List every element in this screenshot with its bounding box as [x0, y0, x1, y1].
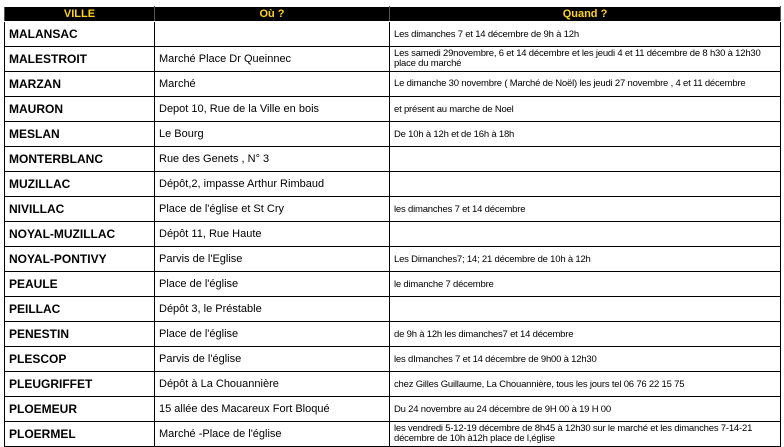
- cell-ville[interactable]: PEAULE: [5, 272, 155, 297]
- cell-ou[interactable]: Depot 10, Rue de la Ville en bois: [155, 97, 390, 122]
- cell-quand[interactable]: [390, 172, 781, 197]
- cell-quand-text: Les samedi 29novembre, 6 et 14 décembre et les jeudi 4 et 11 décembre de 8 h30 à 12h30 place du marché: [394, 49, 761, 69]
- cell-ville[interactable]: MALANSAC: [5, 22, 155, 47]
- cell-quand[interactable]: Les Dimanches7; 14; 21 décembre de 10h à 12h: [390, 247, 781, 272]
- table-row: [5, 122, 781, 147]
- cell-quand[interactable]: De 10h à 12h et de 16h à 18h: [390, 122, 781, 147]
- cell-ville[interactable]: MARZAN: [5, 72, 155, 97]
- cell-ville[interactable]: NIVILLAC: [5, 197, 155, 222]
- cell-quand[interactable]: Du 24 novembre au 24 décembre de 9H 00 à 19 H 00: [390, 397, 781, 422]
- table-row: [5, 422, 781, 447]
- cell-ou[interactable]: Rue des Genets , N° 3: [155, 147, 390, 172]
- cell-ville[interactable]: PLESCOP: [5, 347, 155, 372]
- table-row: [5, 72, 781, 97]
- header-ou[interactable]: Où ?: [155, 7, 390, 22]
- table-row: [5, 297, 781, 322]
- table-row: [5, 272, 781, 297]
- cell-quand[interactable]: [390, 222, 781, 247]
- cell-quand[interactable]: le dimanche 7 décembre: [390, 272, 781, 297]
- cell-quand[interactable]: [390, 47, 781, 72]
- cell-quand-text: Le dimanche 30 novembre ( Marché de Noël) les jeudi 27 novembre , 4 et 11 décembre: [394, 79, 746, 89]
- table-row: [5, 147, 781, 172]
- table-row: [5, 322, 781, 347]
- collection-points-table: [4, 6, 781, 447]
- header-ville[interactable]: VILLE: [5, 7, 155, 22]
- cell-ou[interactable]: Marché: [155, 72, 390, 97]
- cell-ville[interactable]: PENESTIN: [5, 322, 155, 347]
- cell-ville[interactable]: PLEUGRIFFET: [5, 372, 155, 397]
- cell-ou[interactable]: Parvis de l'Eglise: [155, 247, 390, 272]
- table-row: [5, 47, 781, 72]
- cell-quand[interactable]: les dImanches 7 et 14 décembre de 9h00 à 12h30: [390, 347, 781, 372]
- cell-ou[interactable]: Parvis de l'église: [155, 347, 390, 372]
- cell-ville[interactable]: NOYAL-MUZILLAC: [5, 222, 155, 247]
- cell-ville[interactable]: PLOEMEUR: [5, 397, 155, 422]
- cell-ou[interactable]: Place de l'église: [155, 272, 390, 297]
- table-row: [5, 197, 781, 222]
- table-row: [5, 22, 781, 47]
- cell-quand[interactable]: [390, 147, 781, 172]
- cell-quand[interactable]: Les dimanches 7 et 14 décembre de 9h à 12h: [390, 22, 781, 47]
- cell-ville[interactable]: PEILLAC: [5, 297, 155, 322]
- cell-ou[interactable]: 15 allée des Macareux Fort Bloqué: [155, 397, 390, 422]
- cell-quand[interactable]: [390, 297, 781, 322]
- cell-quand[interactable]: de 9h à 12h les dimanches7 et 14 décembre: [390, 322, 781, 347]
- header-quand[interactable]: Quand ?: [390, 7, 781, 22]
- cell-ville[interactable]: PLOERMEL: [5, 422, 155, 447]
- table-row: [5, 172, 781, 197]
- table-row: [5, 372, 781, 397]
- cell-ou[interactable]: Marché Place Dr Queinnec: [155, 47, 390, 72]
- cell-ou[interactable]: Le Bourg: [155, 122, 390, 147]
- cell-ville[interactable]: NOYAL-PONTIVY: [5, 247, 155, 272]
- cell-ou[interactable]: Place de l'église: [155, 322, 390, 347]
- cell-ou[interactable]: Dépôt,2, impasse Arthur Rimbaud: [155, 172, 390, 197]
- cell-ville[interactable]: MAURON: [5, 97, 155, 122]
- table-row: [5, 347, 781, 372]
- header-row: [5, 7, 781, 22]
- table-row: [5, 247, 781, 272]
- cell-ville[interactable]: MUZILLAC: [5, 172, 155, 197]
- table-row: [5, 222, 781, 247]
- cell-quand[interactable]: et présent au marche de Noel: [390, 97, 781, 122]
- cell-ou[interactable]: Dépôt à La Chouannière: [155, 372, 390, 397]
- cell-ou[interactable]: [155, 22, 390, 47]
- cell-quand[interactable]: [390, 72, 781, 97]
- cell-ou[interactable]: Place de l'église et St Cry: [155, 197, 390, 222]
- cell-quand[interactable]: [390, 422, 781, 447]
- cell-ville[interactable]: MALESTROIT: [5, 47, 155, 72]
- cell-ville[interactable]: MESLAN: [5, 122, 155, 147]
- table-row: [5, 97, 781, 122]
- cell-ou[interactable]: Dépôt 3, le Préstable: [155, 297, 390, 322]
- cell-ville[interactable]: MONTERBLANC: [5, 147, 155, 172]
- table-row: [5, 397, 781, 422]
- cell-ou[interactable]: Dépôt 11, Rue Haute: [155, 222, 390, 247]
- cell-ou[interactable]: Marché -Place de l'église: [155, 422, 390, 447]
- cell-quand[interactable]: les dimanches 7 et 14 décembre: [390, 197, 781, 222]
- cell-quand[interactable]: chez Gilles Guillaume, La Chouannière, tous les jours tel 06 76 22 15 75: [390, 372, 781, 397]
- cell-quand-text: les vendredi 5-12-19 décembre de 8h45 à 12h30 sur le marché et les dimanches 7-14-21 décembre de 10h à12h place de l,église: [394, 424, 753, 444]
